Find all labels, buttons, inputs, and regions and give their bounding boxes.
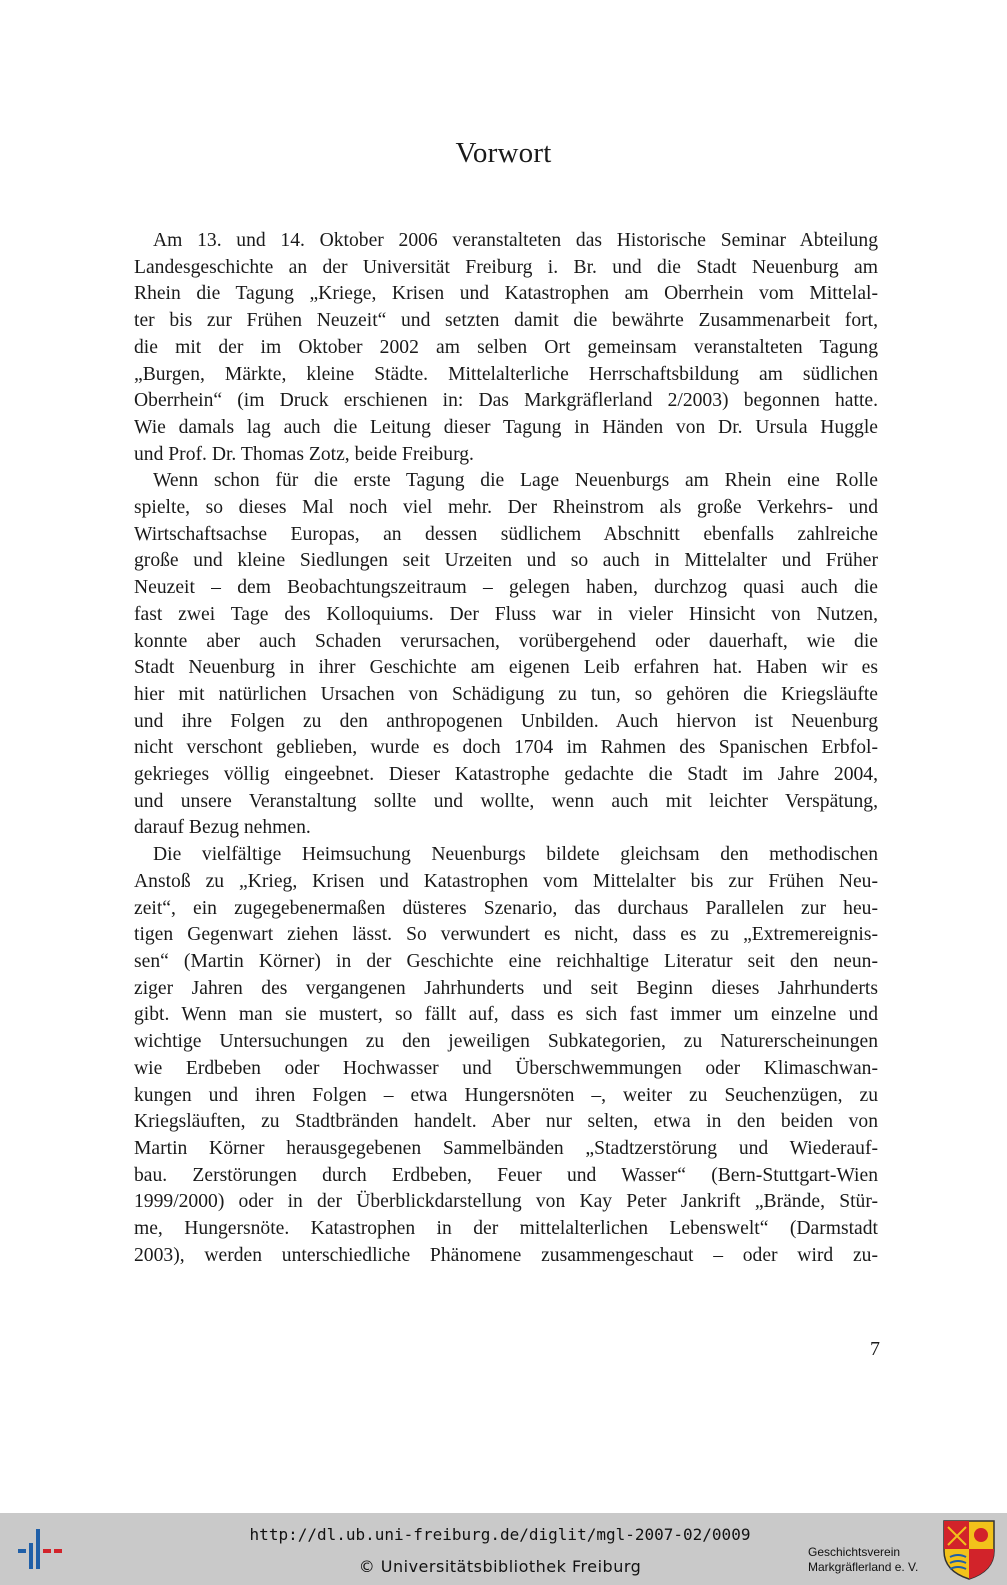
text-line: hier mit natürlichen Ursachen von Schädigung zu tun, so gehören die Kriegsläufte	[134, 683, 878, 705]
text-line: Martin Körner herausgegebenen Sammelbänden „Stadtzerstörung und Wiederauf-	[134, 1137, 878, 1159]
footer-url[interactable]: http://dl.ub.uni-freiburg.de/diglit/mgl-2007-02/0009	[249, 1525, 751, 1544]
text-line: Wie damals lag auch die Leitung dieser Tagung in Händen von Dr. Ursula Huggle	[134, 416, 878, 438]
text-line: Wenn schon für die erste Tagung die Lage Neuenburgs am Rhein eine Rolle	[153, 470, 878, 492]
text-line: Rhein die Tagung „Kriege, Krisen und Katastrophen am Oberrhein vom Mittelal-	[134, 283, 878, 305]
text-line: 2003), werden unterschiedliche Phänomene zusammengeschaut – oder wird zu-	[134, 1244, 878, 1266]
text-line: wie Erdbeben oder Hochwasser und Überschwemmungen oder Klimaschwan-	[134, 1057, 878, 1079]
text-line: 1999/2000) oder in der Überblickdarstellung von Kay Peter Jankrift „Brände, Stür-	[134, 1191, 878, 1213]
text-line: und Prof. Dr. Thomas Zotz, beide Freiburg.	[134, 443, 474, 465]
text-line: und unsere Veranstaltung sollte und wollte, wenn auch mit leichter Verspätung,	[134, 790, 878, 812]
text-line: bau. Zerstörungen durch Erdbeben, Feuer und Wasser“ (Bern-Stuttgart-Wien	[134, 1164, 878, 1186]
text-line: wichtige Untersuchungen zu den jeweiligen Subkategorien, zu Naturerscheinungen	[134, 1031, 878, 1053]
text-line: fast zwei Tage des Kolloquiums. Der Fluss war in vieler Hinsicht von Nutzen,	[134, 603, 878, 625]
text-line: spielte, so dieses Mal noch viel mehr. Der Rheinstrom als große Verkehrs- und	[134, 497, 878, 519]
text-line: ter bis zur Frühen Neuzeit“ und setzten damit die bewährte Zusammenarbeit fort,	[134, 310, 878, 332]
society-line-2: Markgräflerland e. V.	[808, 1560, 919, 1574]
text-line: „Burgen, Märkte, kleine Städte. Mittelalterliche Herrschaftsbildung am südlichen	[134, 363, 878, 385]
text-line: Die vielfältige Heimsuchung Neuenburgs bildete gleichsam den methodischen	[153, 844, 878, 866]
text-line: konnte aber auch Schaden verursachen, vorübergehend oder dauerhaft, wie die	[134, 630, 878, 652]
text-line: kungen und ihren Folgen – etwa Hungersnöten –, weiter zu Seuchenzügen, zu	[134, 1084, 878, 1106]
text-line: und ihre Folgen zu den anthropogenen Unbilden. Auch hiervon ist Neuenburg	[134, 710, 878, 732]
text-line: gibt. Wenn man sie mustert, so fällt auf, dass es sich fast immer um einzelne und	[134, 1004, 878, 1026]
text-line: sen“ (Martin Körner) in der Geschichte eine reichhaltige Literatur seit den neun-	[134, 950, 878, 972]
footer-copyright: © Universitätsbibliothek Freiburg	[358, 1557, 642, 1576]
body-text	[134, 228, 878, 1269]
page-title: Vorwort	[455, 137, 552, 169]
text-line: Kriegsläuften, zu Stadtbränden handelt. Aber nur selten, etwa in den beiden von	[134, 1111, 878, 1133]
text-line: ziger Jahren des vergangenen Jahrhunderts und seit Beginn dieses Jahrhunderts	[134, 977, 878, 999]
society-line-1: Geschichtsverein	[808, 1545, 901, 1559]
page-number: 7	[870, 1338, 880, 1360]
text-line: Stadt Neuenburg in ihrer Geschichte am eigenen Leib erfahren hat. Haben wir es	[134, 657, 878, 679]
text-line: Neuzeit – dem Beobachtungszeitraum – gelegen haben, durchzog quasi auch die	[134, 577, 878, 599]
ub-freiburg-logo-icon	[14, 1525, 64, 1575]
text-line: darauf Bezug nehmen.	[134, 817, 311, 839]
text-line: Oberrhein“ (im Druck erschienen in: Das Markgräflerland 2/2003) begonnen hatte.	[134, 390, 878, 412]
footer-bar	[0, 1513, 1007, 1585]
text-line: Am 13. und 14. Oktober 2006 veranstalteten das Historische Seminar Abteilung	[153, 230, 878, 251]
text-line: Wirtschaftsachse Europas, an dessen südlichem Abschnitt ebenfalls zahlreiche	[134, 523, 878, 545]
text-line: nicht verschont geblieben, wurde es doch 1704 im Rahmen des Spanischen Erbfol-	[134, 737, 878, 759]
text-line: die mit der im Oktober 2002 am selben Ort gemeinsam veranstalteten Tagung	[134, 336, 878, 358]
text-line: tigen Gegenwart ziehen lässt. So verwundert es nicht, dass es zu „Extremereignis-	[134, 924, 878, 946]
text-line: große und kleine Siedlungen seit Urzeiten und so auch in Mittelalter und Früher	[134, 550, 878, 572]
text-line: Landesgeschichte an der Universität Freiburg i. Br. und die Stadt Neuenburg am	[134, 256, 878, 278]
society-name	[808, 1545, 933, 1575]
text-line: Anstoß zu „Krieg, Krisen und Katastrophen vom Mittelalter bis zur Frühen Neu-	[134, 870, 878, 892]
coat-of-arms-icon	[942, 1519, 996, 1581]
text-line: gekrieges völlig eingeebnet. Dieser Katastrophe gedachte die Stadt im Jahre 2004,	[134, 764, 878, 786]
text-line: zeit“, ein zugegebenermaßen düsteres Szenario, das durchaus Parallelen zur heu-	[134, 897, 878, 919]
text-line: me, Hungersnöte. Katastrophen in der mittelalterlichen Lebenswelt“ (Darmstadt	[134, 1218, 878, 1240]
